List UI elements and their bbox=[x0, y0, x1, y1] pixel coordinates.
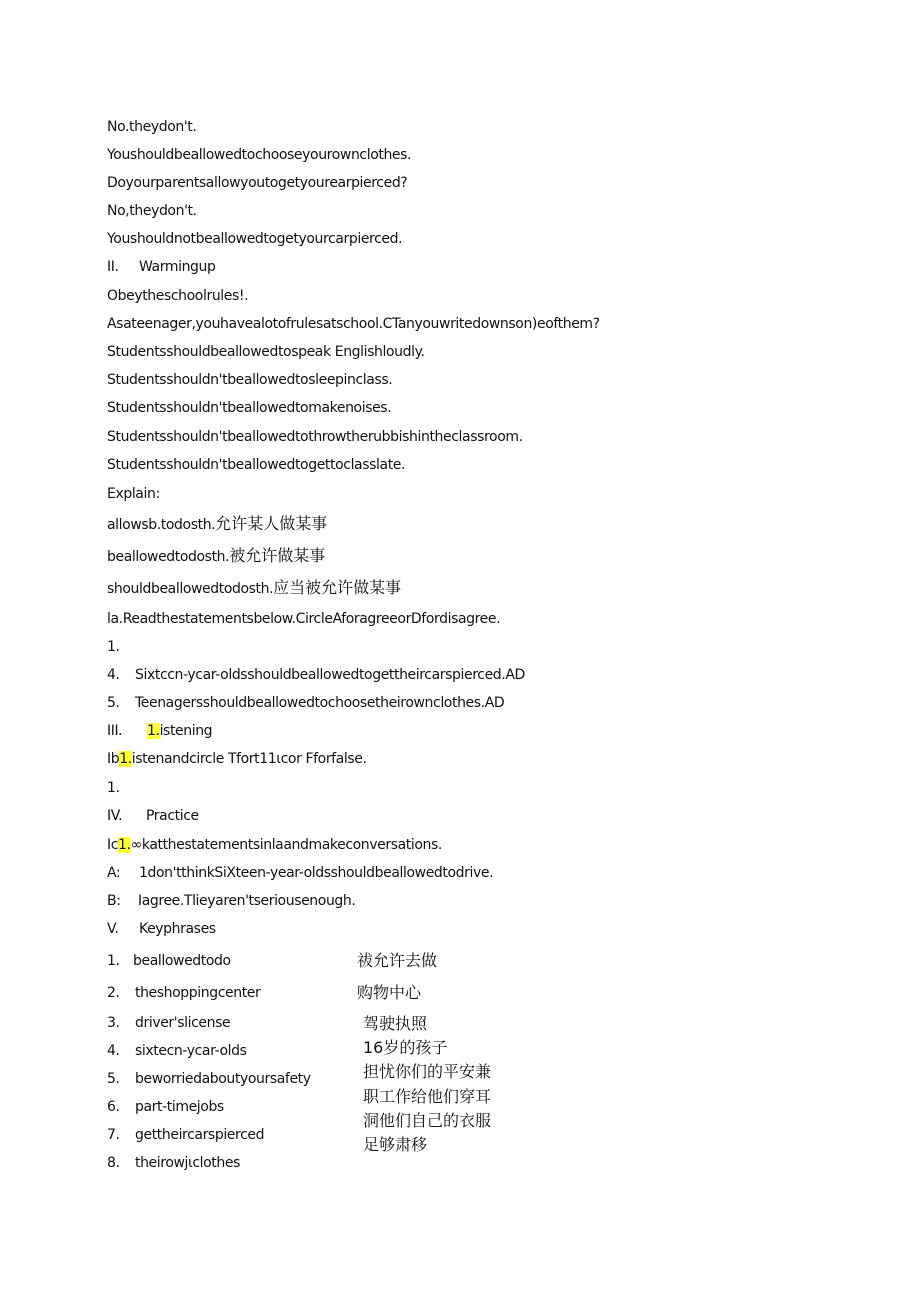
line-statement-5 bbox=[107, 694, 504, 712]
exercise-text: istenandcircle Tfort11ιcor Fforfalse. bbox=[131, 751, 367, 767]
phrase-en: beallowedtodosth. bbox=[107, 549, 230, 565]
exercise-text: ∞katthestatementsinlaandmakeconversations. bbox=[130, 837, 442, 853]
line-rule-sleep: Studentsshouldn'tbeallowedtosleepinclass. bbox=[107, 372, 393, 388]
item-text: Teenagersshouldbeallowedtochoosetheirownclothes.AD bbox=[135, 695, 505, 711]
key-phrase-item bbox=[107, 984, 260, 1002]
line-obey-rules: Obeytheschoolrules!. bbox=[107, 288, 249, 304]
key-phrase-en: theirowjιclothes bbox=[135, 1155, 240, 1171]
item-number: 7. bbox=[107, 1127, 120, 1143]
key-phrase-zh: 驾驶执照 bbox=[363, 1014, 428, 1033]
key-phrase-zh: 担忧你们的平安兼 bbox=[363, 1062, 492, 1081]
line-statement-4 bbox=[107, 666, 525, 684]
key-phrase-zh: 16岁的孩子 bbox=[363, 1038, 448, 1057]
line-dialog-b bbox=[107, 892, 355, 910]
key-phrase-en: theshoppingcenter bbox=[135, 985, 261, 1001]
section-heading-listening bbox=[107, 722, 212, 740]
line-item-1: 1. bbox=[107, 639, 120, 655]
section-title: Practice bbox=[146, 808, 199, 824]
item-number: 4. bbox=[107, 1043, 120, 1059]
item-number: 8. bbox=[107, 1155, 120, 1171]
line-answer-no: No.theydon't. bbox=[107, 119, 197, 135]
item-number: 4. bbox=[107, 667, 120, 683]
item-text: Sixtccn-ycar-oldsshouldbeallowedtogettheircarspierced.AD bbox=[135, 667, 525, 683]
key-phrase-zh: 祓允许去做 bbox=[357, 951, 438, 970]
key-phrase-en: driver'slicense bbox=[135, 1015, 231, 1031]
line-dialog-a bbox=[107, 864, 493, 882]
line-rule-noises: Studentsshouldn'tbeallowedtomakenoises. bbox=[107, 400, 392, 416]
key-phrase-zh: 足够肃移 bbox=[363, 1135, 428, 1154]
speaker-label: A: bbox=[107, 865, 121, 881]
key-phrase-en: part-timejobs bbox=[135, 1099, 224, 1115]
line-rule-late: Studentsshouldn'tbeallowedtogettoclasslate. bbox=[107, 457, 406, 473]
section-heading-keyphrases bbox=[107, 920, 216, 938]
highlight-mark: 1. bbox=[119, 751, 132, 767]
key-phrase-item bbox=[107, 1098, 224, 1116]
line-explain-be-allowed bbox=[107, 547, 325, 566]
key-phrase-en: sixtecn-ycar-olds bbox=[135, 1043, 247, 1059]
item-number: 6. bbox=[107, 1099, 120, 1115]
dialog-text: 1don'tthinkSiXteen-year-oldsshouldbeallowedtodrive. bbox=[139, 865, 494, 881]
line-teenager-rules: Asateenager,youhavealotofrulesatschool.CTanyouwritedownson)eofthem? bbox=[107, 316, 600, 332]
line-question-ear: Doyourparentsallowyoutogetyourearpierced? bbox=[107, 175, 408, 191]
item-number: 5. bbox=[107, 695, 120, 711]
section-number: III. bbox=[107, 723, 123, 739]
phrase-en: shouldbeallowedtodosth. bbox=[107, 581, 274, 597]
section-number: IV. bbox=[107, 808, 123, 824]
section-number: V. bbox=[107, 921, 119, 937]
section-heading-practice bbox=[107, 807, 199, 825]
section-title: Warmingup bbox=[139, 259, 216, 275]
line-exercise-1c bbox=[107, 836, 442, 854]
line-rule-rubbish: Studentsshouldn'tbeallowedtothrowtherubbishintheclassroom. bbox=[107, 429, 523, 445]
key-phrase-item bbox=[107, 1070, 311, 1088]
key-phrase-item bbox=[107, 952, 231, 970]
highlight-mark: 1. bbox=[147, 723, 160, 739]
section-title: Keyphrases bbox=[139, 921, 216, 937]
line-rule-english: Studentsshouldbeallowedtospeak Englishloudly. bbox=[107, 344, 425, 360]
exercise-prefix: Ic bbox=[107, 837, 119, 853]
key-phrase-item bbox=[107, 1042, 247, 1060]
key-phrase-zh: 购物中心 bbox=[357, 983, 422, 1002]
line-not-allowed-ear: Youshouldnotbeallowedtogetyourcarpierced. bbox=[107, 231, 403, 247]
key-phrase-item bbox=[107, 1154, 240, 1172]
section-heading-warmingup bbox=[107, 258, 215, 276]
item-number: 5. bbox=[107, 1071, 120, 1087]
line-exercise-1a: la.Readthestatementsbelow.CircleAforagreeorDfordisagree. bbox=[107, 611, 501, 627]
line-answer-no-2: No,theydon't. bbox=[107, 203, 197, 219]
key-phrase-zh: 洞他们自己的衣服 bbox=[363, 1111, 492, 1130]
key-phrase-en: beworriedaboutyoursafety bbox=[135, 1071, 311, 1087]
key-phrase-item bbox=[107, 1014, 230, 1032]
section-title: istening bbox=[159, 723, 213, 739]
item-number: 2. bbox=[107, 985, 120, 1001]
line-choose-clothes: Youshouldbeallowedtochooseyourownclothes. bbox=[107, 147, 412, 163]
item-number: 3. bbox=[107, 1015, 120, 1031]
line-item-1-b: 1. bbox=[107, 780, 120, 796]
exercise-prefix: Ib bbox=[107, 751, 120, 767]
line-explain-should-be-allowed bbox=[107, 579, 401, 598]
section-number: II. bbox=[107, 259, 119, 275]
dialog-text: Iagree.Tlieyaren'tseriousenough. bbox=[138, 893, 356, 909]
item-number: 1. bbox=[107, 953, 120, 969]
speaker-label: B: bbox=[107, 893, 121, 909]
key-phrase-en: gettheircarspierced bbox=[135, 1127, 265, 1143]
highlight-mark: 1. bbox=[118, 837, 131, 853]
phrase-en: allowsb.todosth. bbox=[107, 517, 216, 533]
line-explain: Explain: bbox=[107, 486, 160, 502]
phrase-zh: 被允许做某事 bbox=[229, 546, 326, 565]
key-phrase-item bbox=[107, 1126, 264, 1144]
line-explain-allow bbox=[107, 515, 327, 534]
phrase-zh: 应当被允许做某事 bbox=[273, 578, 402, 597]
phrase-zh: 允许某人做某事 bbox=[215, 514, 328, 533]
key-phrase-en: beallowedtodo bbox=[133, 953, 231, 969]
key-phrase-zh: 职工作给他们穿耳 bbox=[363, 1087, 492, 1106]
line-exercise-1b bbox=[107, 750, 367, 768]
